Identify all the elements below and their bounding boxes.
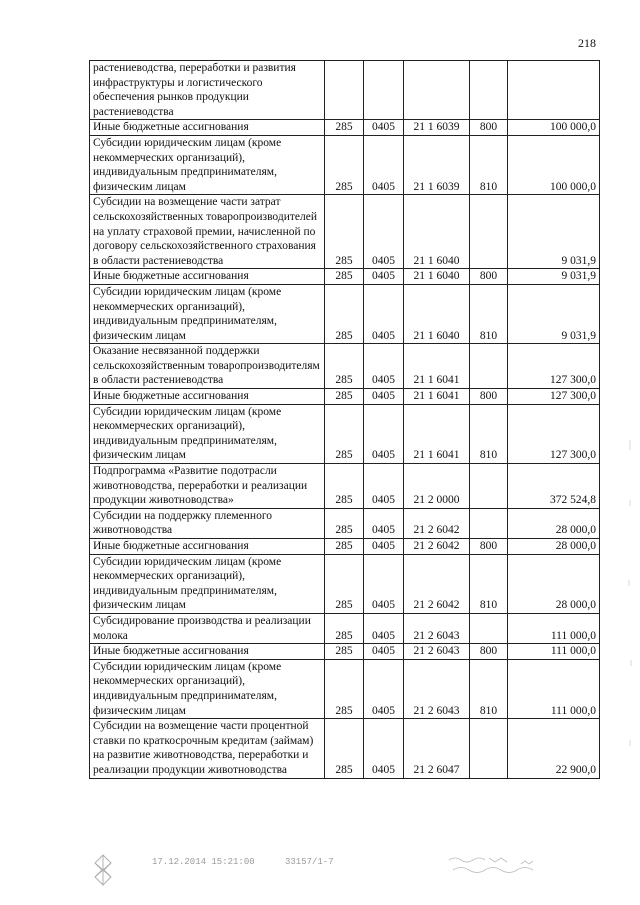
row-amount: 111 000,0 (508, 613, 600, 643)
row-ministry-code: 285 (325, 344, 364, 389)
table-row (90, 539, 600, 555)
row-ministry-code: 285 (325, 508, 364, 538)
row-expense-type: 810 (470, 135, 508, 194)
row-target-code: 21 2 6043 (404, 613, 470, 643)
table-row (90, 404, 600, 463)
row-target-code: 21 2 6047 (404, 719, 470, 778)
row-amount: 9 031,9 (508, 269, 600, 285)
row-amount: 127 300,0 (508, 404, 600, 463)
row-amount: 100 000,0 (508, 135, 600, 194)
table-row (90, 269, 600, 285)
row-amount: 9 031,9 (508, 284, 600, 343)
signature-stamp-icon (445, 852, 555, 878)
row-section-code: 0405 (364, 719, 404, 778)
row-ministry-code: 285 (325, 464, 364, 509)
row-name: Субсидии юридическим лицам (кроме некоммерческих организаций), индивидуальным предпринимателям, физическим лицам (90, 404, 325, 463)
footer-document-code: 33157/1-7 (285, 857, 334, 867)
scan-edge-mark (624, 440, 636, 770)
row-target-code: 21 2 6043 (404, 644, 470, 660)
row-expense-type: 800 (470, 269, 508, 285)
row-name: Субсидии юридическим лицам (кроме некоммерческих организаций), индивидуальным предпринимателям, физическим лицам (90, 135, 325, 194)
row-name: Иные бюджетные ассигнования (90, 644, 325, 660)
row-name: Субсидии на возмещение части процентной ставки по краткосрочным кредитам (займам) на развитие животноводства, переработки и реализации продукции животноводства (90, 719, 325, 778)
row-ministry-code: 285 (325, 554, 364, 613)
row-amount: 22 900,0 (508, 719, 600, 778)
row-section-code: 0405 (364, 195, 404, 269)
row-name: Оказание несвязанной поддержки сельскохозяйственным товаропроизводителям в области растениеводства (90, 344, 325, 389)
row-expense-type: 810 (470, 659, 508, 718)
budget-table (89, 60, 600, 779)
row-ministry-code: 285 (325, 269, 364, 285)
table-row (90, 135, 600, 194)
row-target-code: 21 1 6039 (404, 135, 470, 194)
table-row (90, 613, 600, 643)
row-target-code: 21 2 6042 (404, 554, 470, 613)
table-row (90, 464, 600, 509)
row-name: Подпрограмма «Развитие подотрасли животноводства, переработки и реализации продукции животноводства» (90, 464, 325, 509)
table-row (90, 719, 600, 778)
row-ministry-code: 285 (325, 613, 364, 643)
row-target-code: 21 1 6040 (404, 284, 470, 343)
row-name: Субсидии юридическим лицам (кроме некоммерческих организаций), индивидуальным предпринимателям, физическим лицам (90, 659, 325, 718)
row-ministry-code: 285 (325, 389, 364, 405)
row-expense-type (470, 508, 508, 538)
row-section-code: 0405 (364, 464, 404, 509)
row-name: Иные бюджетные ассигнования (90, 389, 325, 405)
row-section-code: 0405 (364, 284, 404, 343)
row-expense-type (470, 344, 508, 389)
row-ministry-code: 285 (325, 404, 364, 463)
row-ministry-code (325, 61, 364, 120)
row-section-code: 0405 (364, 344, 404, 389)
row-target-code: 21 1 6041 (404, 344, 470, 389)
row-ministry-code: 285 (325, 719, 364, 778)
table-row (90, 61, 600, 120)
row-target-code: 21 1 6041 (404, 389, 470, 405)
row-amount: 111 000,0 (508, 644, 600, 660)
row-target-code: 21 2 0000 (404, 464, 470, 509)
row-target-code: 21 1 6040 (404, 195, 470, 269)
table-row (90, 644, 600, 660)
row-expense-type: 800 (470, 120, 508, 136)
row-target-code (404, 61, 470, 120)
row-amount: 28 000,0 (508, 554, 600, 613)
row-expense-type: 810 (470, 284, 508, 343)
row-ministry-code: 285 (325, 195, 364, 269)
row-amount: 127 300,0 (508, 344, 600, 389)
row-ministry-code: 285 (325, 135, 364, 194)
row-ministry-code: 285 (325, 539, 364, 555)
footer-timestamp: 17.12.2014 15:21:00 (152, 857, 255, 867)
row-amount: 372 524,8 (508, 464, 600, 509)
document-footer (90, 852, 610, 892)
row-expense-type: 800 (470, 644, 508, 660)
table-row (90, 120, 600, 136)
row-ministry-code: 285 (325, 659, 364, 718)
row-section-code: 0405 (364, 539, 404, 555)
row-section-code: 0405 (364, 613, 404, 643)
row-target-code: 21 2 6042 (404, 539, 470, 555)
table-row (90, 659, 600, 718)
page-number: 218 (578, 36, 596, 50)
row-expense-type: 800 (470, 539, 508, 555)
row-name: Субсидии юридическим лицам (кроме некоммерческих организаций), индивидуальным предпринимателям, физическим лицам (90, 284, 325, 343)
table-row (90, 508, 600, 538)
row-ministry-code: 285 (325, 644, 364, 660)
seal-icon (90, 852, 116, 888)
row-name: Субсидирование производства и реализации молока (90, 613, 325, 643)
row-name: Субсидии на поддержку племенного животноводства (90, 508, 325, 538)
row-name: Иные бюджетные ассигнования (90, 120, 325, 136)
row-ministry-code: 285 (325, 284, 364, 343)
row-target-code: 21 2 6042 (404, 508, 470, 538)
row-expense-type (470, 61, 508, 120)
row-name: Иные бюджетные ассигнования (90, 269, 325, 285)
row-target-code: 21 1 6041 (404, 404, 470, 463)
budget-table-body (90, 61, 600, 779)
table-row (90, 195, 600, 269)
row-expense-type (470, 195, 508, 269)
row-section-code: 0405 (364, 120, 404, 136)
row-expense-type: 800 (470, 389, 508, 405)
row-name: Субсидии на возмещение части затрат сельскохозяйственных товаропроизводителей на уплату страховой премии, начисленной по договору сельскохозяйственного страхования в области растениеводства (90, 195, 325, 269)
row-amount: 111 000,0 (508, 659, 600, 718)
row-expense-type (470, 613, 508, 643)
row-name: Субсидии юридическим лицам (кроме некоммерческих организаций), индивидуальным предпринимателям, физическим лицам (90, 554, 325, 613)
row-amount: 28 000,0 (508, 539, 600, 555)
row-name: Иные бюджетные ассигнования (90, 539, 325, 555)
row-section-code: 0405 (364, 659, 404, 718)
row-target-code: 21 2 6043 (404, 659, 470, 718)
row-amount: 127 300,0 (508, 389, 600, 405)
table-row (90, 284, 600, 343)
row-target-code: 21 1 6039 (404, 120, 470, 136)
table-row (90, 389, 600, 405)
row-section-code: 0405 (364, 389, 404, 405)
row-expense-type (470, 719, 508, 778)
row-section-code: 0405 (364, 508, 404, 538)
row-amount: 9 031,9 (508, 195, 600, 269)
row-section-code: 0405 (364, 269, 404, 285)
row-target-code: 21 1 6040 (404, 269, 470, 285)
row-section-code: 0405 (364, 135, 404, 194)
table-row (90, 344, 600, 389)
row-expense-type: 810 (470, 554, 508, 613)
row-section-code: 0405 (364, 644, 404, 660)
row-amount: 100 000,0 (508, 120, 600, 136)
row-section-code: 0405 (364, 404, 404, 463)
row-section-code: 0405 (364, 554, 404, 613)
table-row (90, 554, 600, 613)
row-expense-type: 810 (470, 404, 508, 463)
row-amount (508, 61, 600, 120)
row-name: растениеводства, переработки и развития инфраструктуры и логистического обеспечения рынков продукции растениеводства (90, 61, 325, 120)
row-section-code (364, 61, 404, 120)
row-ministry-code: 285 (325, 120, 364, 136)
row-amount: 28 000,0 (508, 508, 600, 538)
row-expense-type (470, 464, 508, 509)
